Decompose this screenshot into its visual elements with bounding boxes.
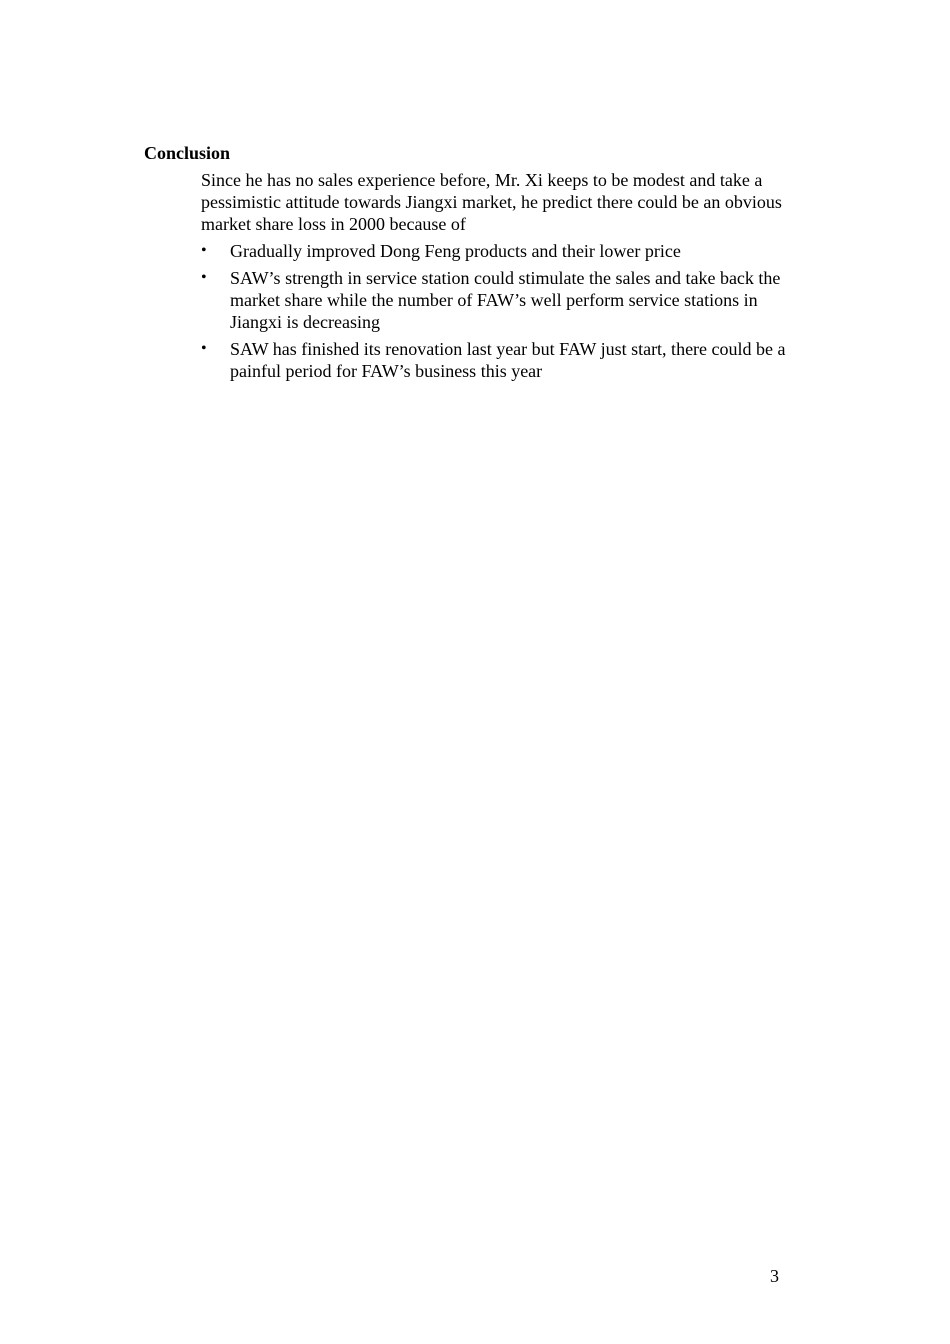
bullet-icon: • [201, 269, 207, 286]
list-item [201, 267, 791, 333]
list-item [201, 338, 791, 382]
bullet-text: SAW’s strength in service station could stimulate the sales and take back the market share while the number of FAW’s well perform service stations in Jiangxi is decreasing [230, 268, 781, 332]
page-number: 3 [770, 1266, 779, 1286]
bullet-list [201, 240, 791, 387]
section-heading: Conclusion [144, 143, 231, 163]
intro-paragraph: Since he has no sales experience before, Mr. Xi keeps to be modest and take a pessimistic attitude towards Jiangxi market, he predict there could be an obvious market share loss in 2000 because of [201, 170, 782, 234]
bullet-icon: • [201, 242, 207, 259]
bullet-text: SAW has finished its renovation last year but FAW just start, there could be a painful period for FAW’s business this year [230, 339, 786, 381]
list-item [201, 240, 791, 262]
bullet-icon: • [201, 340, 207, 357]
bullet-text: Gradually improved Dong Feng products and their lower price [230, 241, 681, 261]
